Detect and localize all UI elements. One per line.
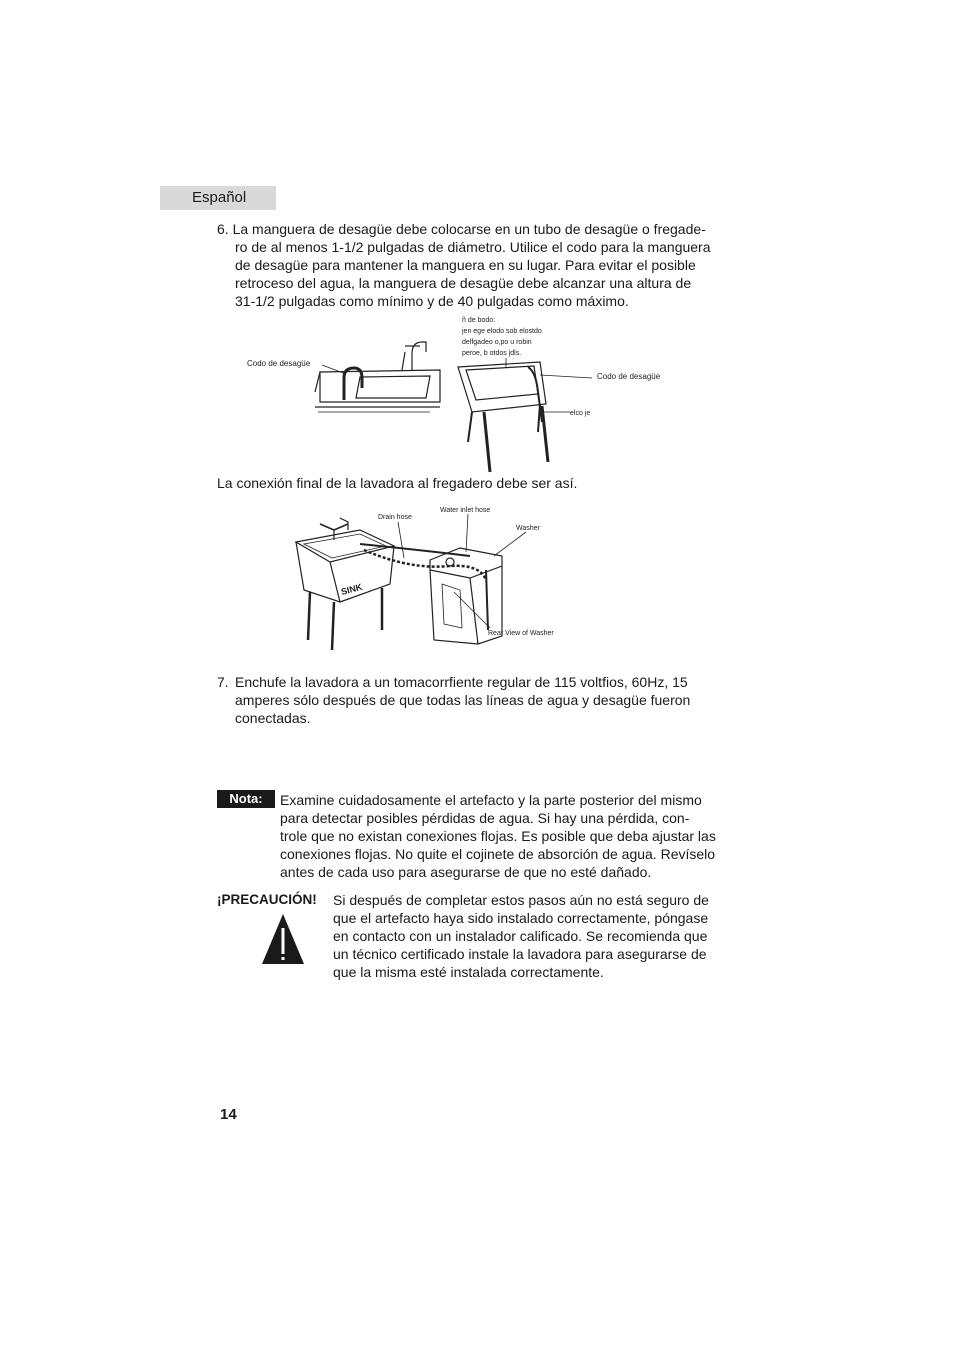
step-6-line-5: 31-1/2 pulgadas como mínimo y de 40 pulgadas como máximo. xyxy=(235,293,629,309)
note-line-2: para detectar posibles pérdidas de agua. Si hay una pérdida, con- xyxy=(280,810,690,826)
note-line-5: antes de cada uso para asegurarse de que no esté dañado. xyxy=(280,864,652,880)
note-line-1: Examine cuidadosamente el artefacto y la parte posterior del mismo xyxy=(280,792,702,808)
caution-label: ¡PRECAUCIÓN! xyxy=(217,892,317,907)
step-7-line-2: amperes sólo después de que todas las líneas de agua y desagüe fueron xyxy=(235,692,691,708)
kitchen-sink-illustration xyxy=(315,342,440,412)
page-number: 14 xyxy=(220,1106,237,1123)
step-7-line-1: Enchufe la lavadora a un tomacorrfiente regular de 115 voltfios, 60Hz, 15 xyxy=(235,674,688,690)
warning-triangle-icon xyxy=(260,912,306,966)
drain-hose-label: Drain hose xyxy=(378,514,412,521)
language-tab: Español xyxy=(160,186,276,210)
step-7-paragraph xyxy=(217,673,727,727)
note-line-4: conexiones flojas. No quite el cojinete de absorción de agua. Revíselo xyxy=(280,846,716,862)
washer-sink-connection-figure xyxy=(290,500,580,660)
caution-text xyxy=(333,891,728,981)
water-inlet-label: Water inlet hose xyxy=(440,507,491,514)
svg-text:jen ege elodo sob elostdo: jen ege elodo sob elostdo xyxy=(462,328,542,335)
caution-line-1: Si después de completar estos pasos aún no está seguro de xyxy=(333,892,709,908)
elbow-label-left: Codo de desagüe xyxy=(247,359,311,368)
svg-text:ñ de bodo:: ñ de bodo: xyxy=(462,317,496,324)
figure-caption: La conexión final de la lavadora al fregadero debe ser así. xyxy=(217,475,578,491)
svg-text:peroe, b otdos jdls.: peroe, b otdos jdls. xyxy=(462,350,522,357)
caution-line-3: en contacto con un instalador calificado. Se recomienda que xyxy=(333,928,708,944)
step-6-line-3: de desagüe para mantener la manguera en su lugar. Para evitar el posible xyxy=(235,257,696,273)
hose-label: elco je xyxy=(570,410,591,417)
step-7-line-3: conectadas. xyxy=(235,710,311,726)
step-6-line-2: ro de al menos 1-1/2 pulgadas de diámetro. Utilice el codo para la manguera xyxy=(235,239,711,255)
sink-illustration xyxy=(296,518,394,650)
drain-hose xyxy=(364,550,486,580)
washer-label: Washer xyxy=(516,525,540,532)
elbow-note xyxy=(461,317,542,357)
elbow-label-right: Codo de desagüe xyxy=(597,372,661,381)
note-text xyxy=(280,791,730,881)
drain-elbow-figure xyxy=(240,312,680,477)
note-line-3: trole que no existan conexiones flojas. Es posible que deba ajustar las xyxy=(280,828,716,844)
rear-view-label: Rear View of Washer xyxy=(488,630,554,637)
note-label: Nota: xyxy=(217,790,275,808)
step-6-paragraph xyxy=(217,220,739,310)
caution-line-5: que la misma esté instalada correctamente. xyxy=(333,964,604,980)
step-6-line-1: 6. La manguera de desagüe debe colocarse en un tubo de desagüe o fregade- xyxy=(217,221,706,237)
step-7-number: 7. xyxy=(217,674,229,690)
laundry-tub-illustration xyxy=(458,362,548,472)
step-6-line-4: retroceso del agua, la manguera de desagüe debe alcanzar una altura de xyxy=(235,275,692,291)
sink-label: SINK xyxy=(339,581,364,597)
caution-line-2: que el artefacto haya sido instalado correctamente, póngase xyxy=(333,910,709,926)
caution-line-4: un técnico certificado instale la lavadora para asegurarse de xyxy=(333,946,707,962)
svg-text:delfgadeo o,po u robin: delfgadeo o,po u robin xyxy=(462,339,532,346)
